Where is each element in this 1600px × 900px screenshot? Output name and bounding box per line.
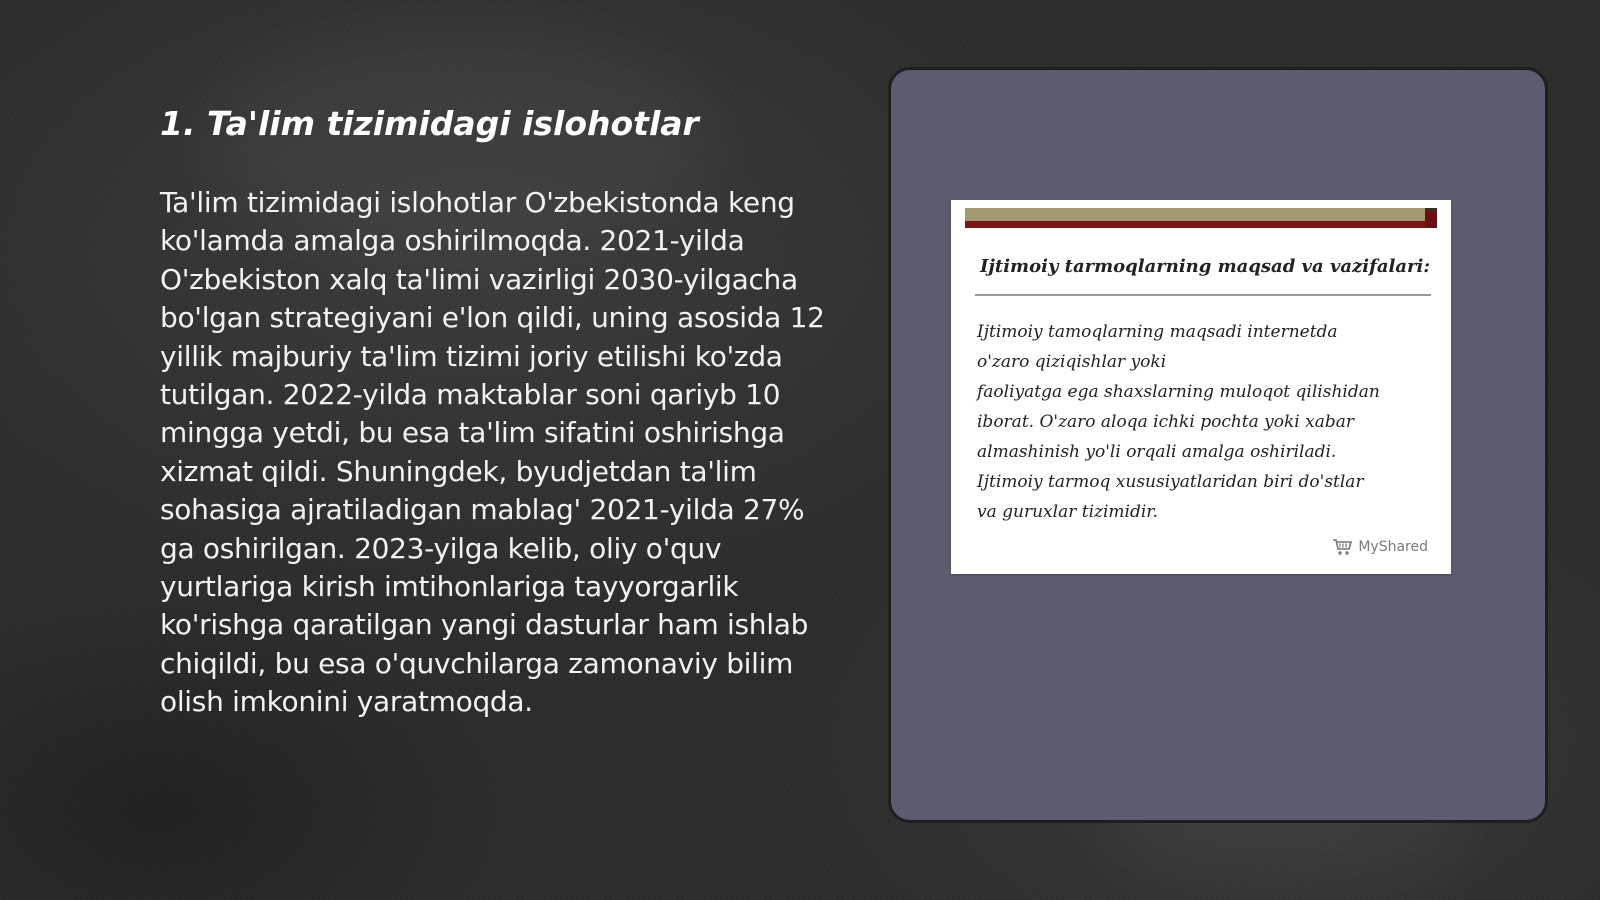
heading-divider (975, 294, 1431, 296)
cart-icon (1332, 538, 1354, 556)
embedded-text-line: Ijtimoiy tamoqlarning maqsadi internetda (977, 322, 1338, 342)
myshared-watermark (1332, 538, 1428, 556)
watermark-label: MyShared (1358, 539, 1428, 555)
image-panel (888, 67, 1548, 823)
embedded-text-line: almashinish yo'li orqali amalga oshiriladi. (977, 442, 1337, 462)
embedded-text (977, 317, 1417, 527)
embedded-heading: Ijtimoiy tarmoqlarning maqsad va vazifalari: (979, 256, 1431, 277)
embedded-slide-image (951, 200, 1451, 574)
slide-title: 1. Ta'lim tizimidagi islohotlar (160, 104, 699, 143)
embedded-text-line: faoliyatga ega shaxslarning muloqot qilishidan (977, 382, 1380, 402)
embedded-text-line: o'zaro qiziqishlar yoki (977, 352, 1167, 372)
slide-body-text: Ta'lim tizimidagi islohotlar O'zbekistonda keng ko'lamda amalga oshirilmoqda. 2021-yilda O'zbekiston xalq ta'limi vazirligi 2030-yilgacha bo'lgan strategiyani e'lon qildi, uning asosida 12 yillik majburiy ta'lim tizimi joriy etilishi ko'zda tutilgan. 2022-yilda maktablar soni qariyb 10 mingga yetdi, bu esa ta'lim sifatini oshirishga xizmat qildi. Shuningdek, byudjetdan ta'lim sohasiga ajratiladigan mablag' 2021-yilda 27% ga oshirilgan. 2023-yilga kelib, oliy o'quv yurtlariga kirish imtihonlariga tayyorgarlik ko'rishga qaratilgan yangi dasturlar ham ishlab chiqildi, bu esa o'quvchilarga zamonaviy bilim olish imkonini yaratmoqda. (160, 186, 825, 719)
maroon-bar (965, 221, 1437, 228)
olive-bar (965, 208, 1427, 222)
embedded-text-line: va guruxlar tizimidir. (977, 502, 1158, 522)
embedded-text-line: Ijtimoiy tarmoq xususiyatlaridan biri do'stlar (977, 472, 1364, 492)
decorative-header-bar (965, 208, 1437, 228)
embedded-text-line: iborat. O'zaro aloqa ichki pochta yoki xabar (977, 412, 1355, 432)
corner-accent (1425, 208, 1437, 228)
